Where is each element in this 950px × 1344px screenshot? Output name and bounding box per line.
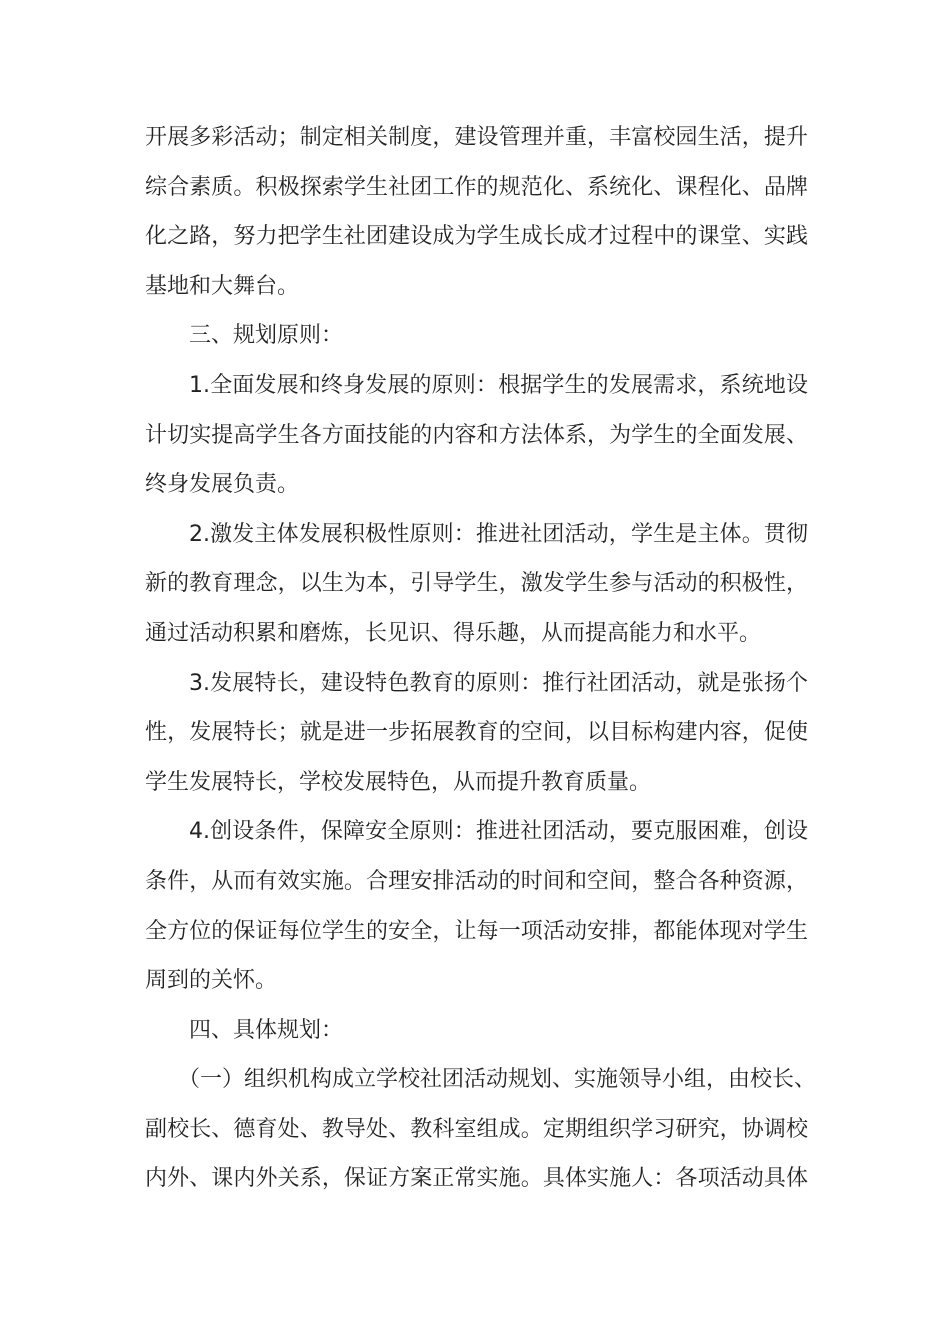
text-line: 通过活动积累和磨炼，长见识、得乐趣，从而提高能力和水平。	[145, 620, 762, 646]
text-line: 全方位的保证每位学生的安全，让每一项活动安排，都能体现对学生	[145, 918, 808, 944]
text-line: 计切实提高学生各方面技能的内容和方法体系，为学生的全面发展、	[145, 422, 808, 448]
text-line: （一）组织机构成立学校社团活动规划、实施领导小组，由校长、	[178, 1067, 817, 1093]
text-line: 条件，从而有效实施。合理安排活动的时间和空间，整合各种资源，	[145, 868, 808, 894]
text-line: 3.发展特长，建设特色教育的原则：推行社团活动，就是张扬个	[189, 670, 808, 696]
text-line: 化之路，努力把学生社团建设成为学生成长成才过程中的课堂、实践	[145, 224, 808, 250]
text-line: 副校长、德育处、教导处、教科室组成。定期组织学习研究，协调校	[145, 1116, 808, 1142]
text-line: 基地和大舞台。	[145, 273, 300, 299]
text-line: 周到的关怀。	[145, 968, 278, 994]
text-line: 2.激发主体发展积极性原则：推进社团活动，学生是主体。贯彻	[189, 521, 808, 547]
text-line: 综合素质。积极探索学生社团工作的规范化、系统化、课程化、品牌	[145, 174, 808, 200]
text-line: 内外、课内外关系，保证方案正常实施。具体实施人：各项活动具体	[145, 1166, 808, 1192]
document-body	[145, 113, 817, 1204]
text-line: 学生发展特长，学校发展特色，从而提升教育质量。	[145, 769, 652, 795]
section-heading: 三、规划原则：	[189, 323, 344, 349]
text-line: 新的教育理念，以生为本，引导学生，激发学生参与活动的积极性，	[145, 571, 808, 597]
text-line: 终身发展负责。	[145, 472, 300, 498]
text-line: 1.全面发展和终身发展的原则：根据学生的发展需求，系统地设	[189, 372, 808, 398]
text-line: 4.创设条件，保障安全原则：推进社团活动，要克服困难，创设	[189, 819, 808, 845]
section-heading: 四、具体规划：	[189, 1017, 344, 1043]
text-line: 开展多彩活动；制定相关制度，建设管理并重，丰富校园生活，提升	[145, 125, 808, 150]
text-line: 性，发展特长；就是进一步拓展教育的空间，以目标构建内容，促使	[145, 720, 808, 746]
